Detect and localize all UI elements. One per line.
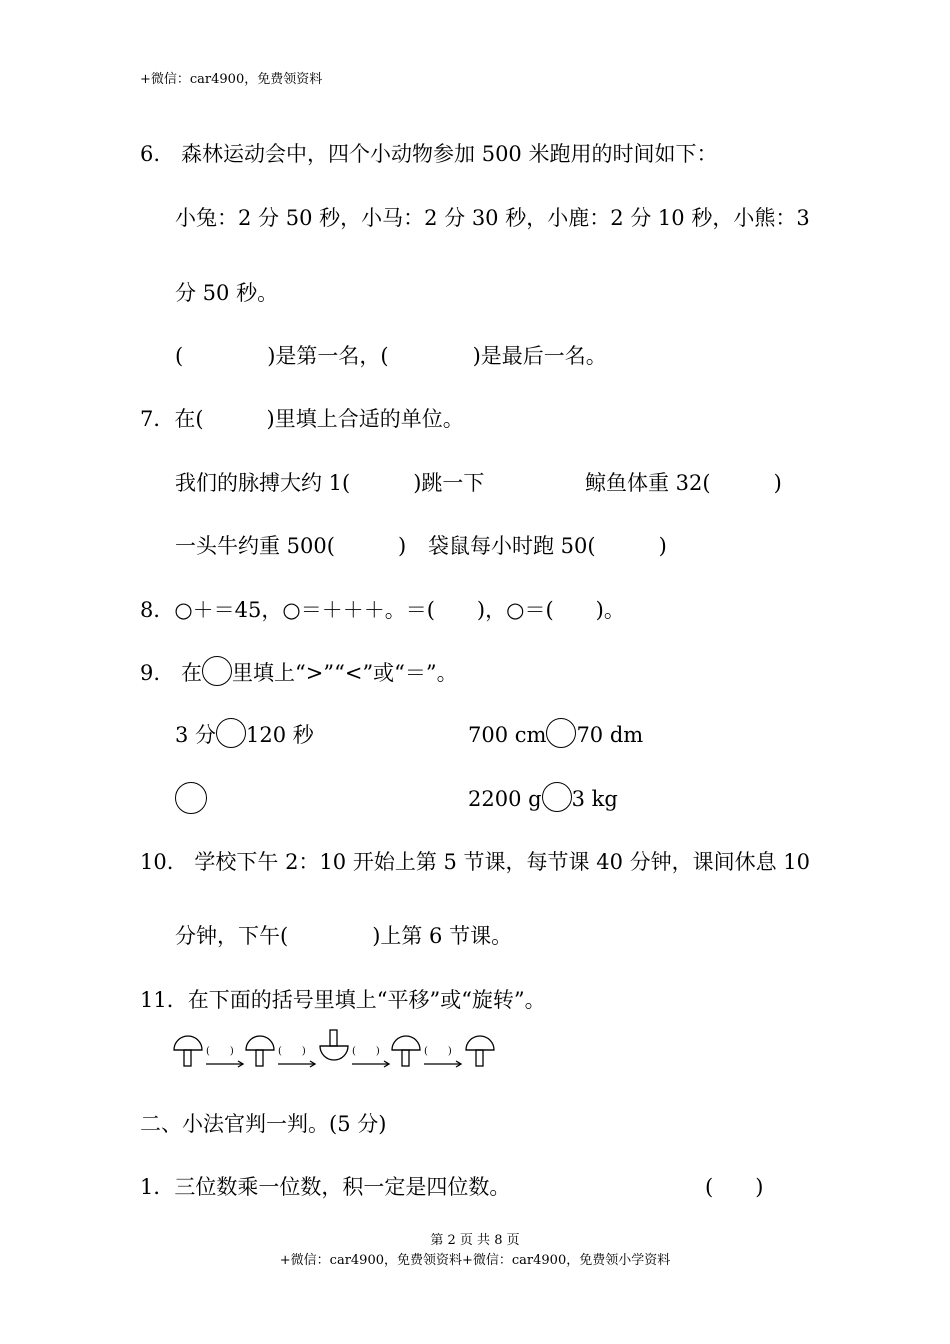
page-number: 第 2 页 共 8 页 (430, 1233, 520, 1248)
q9-d-right: 3 kg (571, 787, 618, 811)
q9-compare-d (468, 782, 618, 812)
q6-stem: 6. 森林运动会中，四个小动物参加 500 米跑用的时间如下： (140, 142, 718, 166)
arrow-icon (424, 1061, 461, 1067)
section2-title: 二、小法官判一判。(5 分) (140, 1112, 387, 1136)
paddle-rotated-icon (320, 1030, 348, 1060)
q9-a-right: 120 秒 (246, 723, 314, 747)
q11-blank-2: ( ) (278, 1046, 306, 1057)
q9-compare-b (468, 718, 643, 748)
q9-d-left: 2200 g (468, 787, 542, 811)
compare-circle-d[interactable] (542, 782, 572, 812)
q9-post: 里填上“>”“<”或“＝”。 (232, 661, 458, 685)
paddle-icon (466, 1036, 494, 1066)
section2-q1-answer[interactable]: ( ) (705, 1175, 764, 1199)
q7-item-kangaroo: 袋鼠每小时跑 50( ) (428, 534, 667, 558)
q7-item-cow: 一头牛约重 500( ) (175, 534, 407, 558)
compare-circle-a[interactable] (216, 718, 246, 748)
q11-figure-sequence (170, 1026, 510, 1072)
q6-answer-line: ( )是第一名，( )是最后一名。 (175, 344, 607, 368)
q6-times: 小兔：2 分 50 秒，小马：2 分 30 秒，小鹿：2 分 10 秒，小熊：3 (175, 206, 810, 230)
arrow-icon (352, 1061, 389, 1067)
paddle-icon (174, 1036, 202, 1066)
section2-q1: 1．三位数乘一位数，积一定是四位数。 (140, 1175, 511, 1199)
q9-b-right: 70 dm (576, 723, 644, 747)
circle-icon (202, 656, 232, 686)
q8-stem: 8．○＋＝45，○＝＋＋＋。＝( )，○＝( )。 (140, 598, 625, 622)
q9-a-left: 3 分 (175, 723, 217, 747)
q11-blank-1: ( ) (206, 1046, 234, 1057)
q10-stem: 10. 学校下午 2：10 开始上第 5 节课，每节课 40 分钟，课间休息 10 (140, 850, 811, 874)
q7-item-whale: 鲸鱼体重 32( ) (585, 471, 782, 495)
q9-b-left: 700 cm (468, 723, 547, 747)
footer-watermark: +微信：car4900，免费领资料+微信：car4900，免费领小学资料 (279, 1253, 671, 1268)
q9-compare-c (175, 782, 207, 814)
arrow-icon (206, 1061, 243, 1067)
q11-stem: 11．在下面的括号里填上“平移”或“旋转”。 (140, 988, 546, 1012)
paddle-icon (392, 1036, 420, 1066)
q6-times-cont: 分 50 秒。 (175, 281, 279, 305)
paddle-icon (246, 1036, 274, 1066)
q7-item-pulse: 我们的脉搏大约 1( )跳一下 (175, 471, 485, 495)
q11-blank-3: ( ) (352, 1046, 380, 1057)
compare-circle-b[interactable] (546, 718, 576, 748)
q10-answer-line: 分钟，下午( )上第 6 节课。 (175, 924, 513, 948)
compare-circle-c[interactable] (175, 782, 207, 814)
q9-stem (140, 656, 458, 687)
q9-pre: 9. 在 (140, 661, 203, 685)
arrow-icon (278, 1061, 315, 1067)
q11-blank-4: ( ) (424, 1046, 452, 1057)
q7-stem: 7．在( )里填上合适的单位。 (140, 407, 464, 431)
q9-compare-a (175, 718, 314, 749)
header-watermark: +微信：car4900，免费领资料 (140, 72, 323, 87)
